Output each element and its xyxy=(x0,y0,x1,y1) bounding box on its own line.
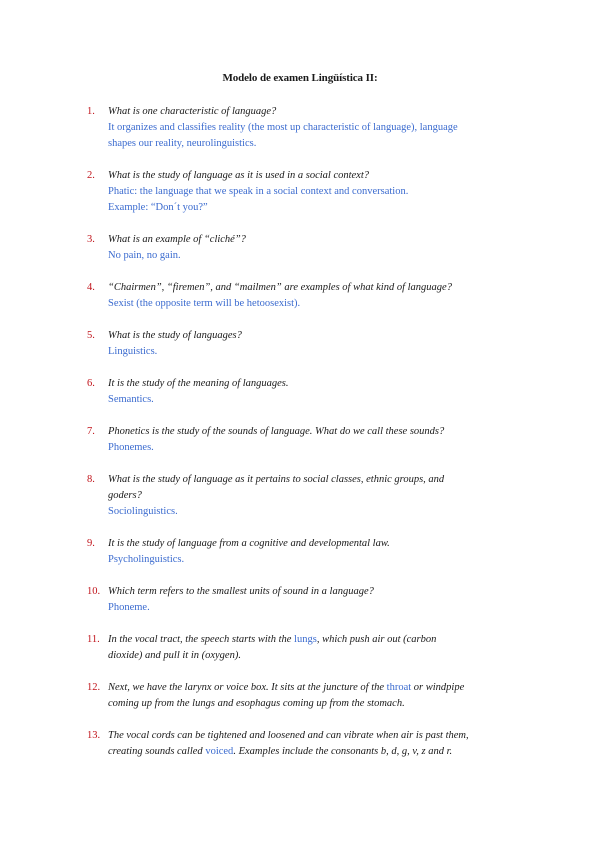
question-text: What is an example of “cliché”? xyxy=(108,234,246,245)
question-text-part: or windpipe xyxy=(411,682,465,693)
answer-text: Semantics. xyxy=(108,394,154,405)
list-item xyxy=(87,584,527,616)
list-item xyxy=(87,104,527,152)
item-number: 2. xyxy=(87,170,95,181)
question-text: It is the study of language from a cognitive and developmental law. xyxy=(108,538,390,549)
question-text: The vocal cords can be tightened and loosened and can vibrate when air is past them, xyxy=(108,730,469,741)
question-text: coming up from the lungs and esophagus coming up from the stomach. xyxy=(108,698,405,709)
list-item xyxy=(87,424,527,456)
list-item xyxy=(87,680,527,712)
item-number: 9. xyxy=(87,538,95,549)
answer-inline: lungs xyxy=(294,634,317,645)
answer-text: Sociolinguistics. xyxy=(108,506,178,517)
question-text-part: creating sounds called xyxy=(108,746,206,757)
document-title: Modelo de examen Lingüística II: xyxy=(222,72,378,84)
list-item xyxy=(87,536,527,568)
answer-text: shapes our reality, neurolinguistics. xyxy=(108,138,257,149)
question-text: What is the study of language as it is used in a social context? xyxy=(108,170,370,181)
item-number: 5. xyxy=(87,330,95,341)
answer-text: Psycholinguistics. xyxy=(108,554,185,565)
question-text: What is the study of languages? xyxy=(108,330,242,341)
question-text xyxy=(108,632,527,648)
question-text: “Chairmen”, “firemen”, and “mailmen” are examples of what kind of language? xyxy=(108,282,452,293)
question-text: Which term refers to the smallest units of sound in a language? xyxy=(108,586,374,597)
item-number: 13. xyxy=(87,730,101,741)
question-text-part: . Examples include the consonants b, d, g, v, z and r. xyxy=(233,746,453,757)
item-number: 10. xyxy=(87,586,101,597)
question-text: What is the study of language as it pertains to social classes, ethnic groups, and xyxy=(108,474,445,485)
list-item xyxy=(87,280,527,312)
answer-text: Linguistics. xyxy=(108,346,158,357)
item-number: 7. xyxy=(87,426,95,437)
question-text: It is the study of the meaning of languages. xyxy=(108,378,289,389)
item-number: 12. xyxy=(87,682,101,693)
list-item xyxy=(87,632,527,664)
list-item xyxy=(87,168,527,216)
question-text-part: Next, we have the larynx or voice box. It sits at the juncture of the xyxy=(108,682,387,693)
question-text xyxy=(108,744,527,760)
question-text: dioxide) and pull it in (oxygen). xyxy=(108,650,241,661)
question-text: goders? xyxy=(108,490,142,501)
answer-text: No pain, no gain. xyxy=(108,250,181,261)
question-text-part: In the vocal tract, the speech starts with the xyxy=(108,634,295,645)
list-item xyxy=(87,728,527,760)
answer-text: Example: “Don´t you?” xyxy=(108,202,208,213)
question-text xyxy=(108,680,527,696)
answer-text: It organizes and classifies reality (the most up characteristic of language), language xyxy=(108,122,458,133)
list-item xyxy=(87,376,527,408)
question-text: What is one characteristic of language? xyxy=(108,106,277,117)
list-item xyxy=(87,472,527,520)
question-text-part: , which push air out (carbon xyxy=(316,634,437,645)
question-text: Phonetics is the study of the sounds of language. What do we call these sounds? xyxy=(108,426,445,437)
answer-text: Phoneme. xyxy=(108,602,150,613)
item-number: 11. xyxy=(87,634,100,645)
answer-text: Phatic: the language that we speak in a social context and conversation. xyxy=(108,186,409,197)
item-number: 1. xyxy=(87,106,95,117)
item-number: 3. xyxy=(87,234,95,245)
list-item xyxy=(87,328,527,360)
item-number: 4. xyxy=(87,282,95,293)
item-number: 6. xyxy=(87,378,95,389)
list-item xyxy=(87,232,527,264)
answer-inline: throat xyxy=(386,682,412,693)
item-number: 8. xyxy=(87,474,95,485)
answer-inline: voiced xyxy=(205,746,234,757)
answer-text: Phonemes. xyxy=(108,442,154,453)
answer-text: Sexist (the opposite term will be hetoosexist). xyxy=(108,298,301,309)
